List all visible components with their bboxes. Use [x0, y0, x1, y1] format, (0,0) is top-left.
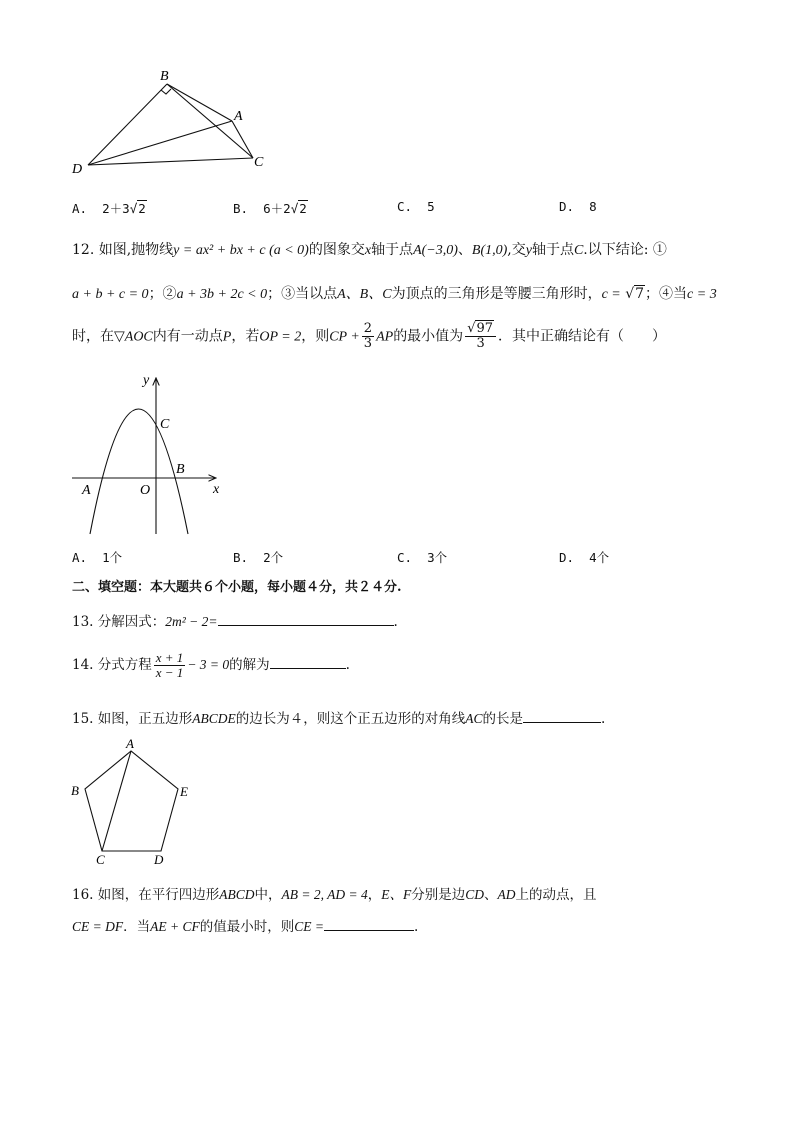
q13-answer-blank[interactable]	[218, 611, 394, 626]
q12-line-2: a + b + c = 0；②a + 3b + 2c < 0；③当以点A、B、C为顶点的三角形是等腰三角形时，c = √7；④当c = 3	[72, 286, 717, 302]
q12-option-d: D. 4个	[559, 550, 610, 565]
figure-q12	[66, 366, 236, 538]
label-y: y	[143, 373, 150, 388]
q12-option-b: B. 2个	[233, 550, 284, 565]
q14-answer-blank[interactable]	[270, 654, 346, 669]
q11-option-c: C. 5	[397, 199, 435, 214]
q12-option-c: C. 3个	[397, 550, 448, 565]
label-A: A	[126, 736, 134, 751]
section-2-heading: 二、填空题：本大题共６个小题，每小题４分，共２４分.	[72, 580, 402, 595]
q16-answer-blank[interactable]	[324, 916, 414, 931]
segment-DC	[88, 158, 253, 165]
right-angle-mark	[161, 89, 171, 94]
q11-option-b: B. 6＋2√2	[233, 201, 307, 216]
label-D: D	[154, 852, 164, 866]
q13-text: 13. 分解因式：2m² − 2= .	[72, 610, 398, 630]
label-C: C	[254, 155, 264, 170]
q15-text: 15. 如图，正五边形ABCDE的边长为４，则这个正五边形的对角线AC的长是 .	[72, 707, 605, 727]
figure-q11	[60, 62, 290, 180]
label-x: x	[213, 482, 220, 497]
q15-answer-blank[interactable]	[523, 708, 601, 723]
segment-BA	[167, 84, 232, 121]
label-A: A	[82, 483, 91, 498]
label-B: B	[160, 69, 169, 84]
label-C: C	[96, 852, 105, 866]
pentagon-ABCDE	[85, 751, 178, 851]
label-B: B	[71, 783, 79, 798]
figure-q15	[66, 736, 198, 866]
q12-line-3: 时，在▽AOC内有一动点P，若OP = 2，则CP + $\frac{2}{3}$ AP的最小值为 $\frac{√97}{3}$ ．其中正确结论有（ ）	[72, 321, 667, 351]
q11-option-d: D. 8	[559, 199, 597, 214]
q16-line-1: 16. 如图，在平行四边形ABCD中，AB = 2, AD = 4，E、F分别是边CD、AD上的动点，且	[72, 887, 597, 903]
q14-text: 14. 分式方程 $\frac{x + 1}{x - 1}$ − 3 = 0的解为 .	[72, 650, 350, 680]
label-E: E	[180, 784, 188, 799]
q11-option-a: A. 2＋3√2	[72, 201, 146, 216]
label-A: A	[234, 109, 243, 124]
diagonal-AC	[102, 751, 131, 851]
label-D: D	[72, 162, 83, 177]
segment-AC	[232, 121, 253, 158]
label-O: O	[140, 483, 151, 498]
q12-line-1: 12. 如图,抛物线y = ax² + bx + c (a < 0)的图象交x轴于点A(−3,0)、B(1,0),交y轴于点C.以下结论: ①	[72, 242, 667, 258]
q12-option-a: A. 1个	[72, 550, 123, 565]
label-C: C	[160, 417, 170, 432]
label-B: B	[176, 462, 185, 477]
q16-line-2: CE = DF．当AE + CF的值最小时，则CE = .	[72, 915, 418, 935]
parabola-curve	[90, 409, 188, 534]
